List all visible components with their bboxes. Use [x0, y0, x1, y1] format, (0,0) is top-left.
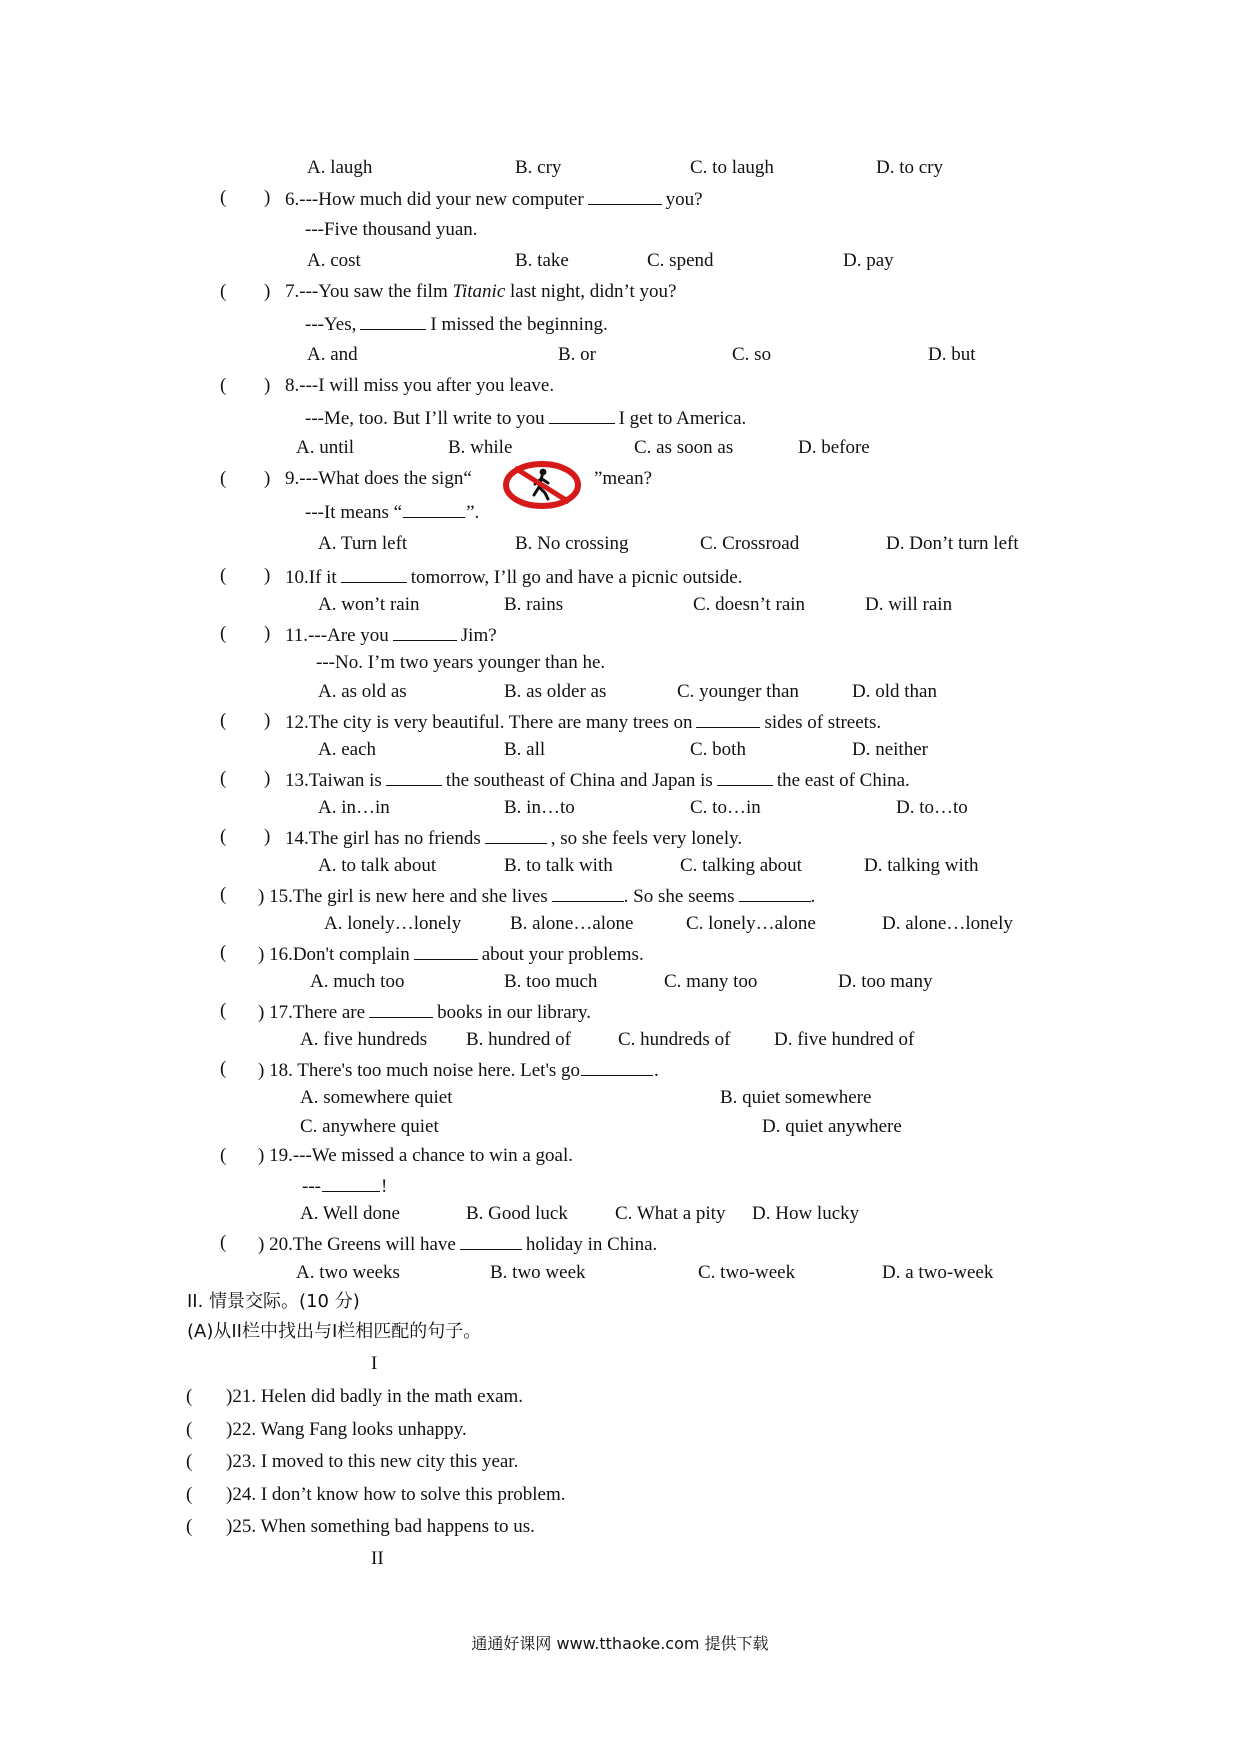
- q15-option-d: D. alone…lonely: [882, 913, 1013, 934]
- q16-option-c: C. many too: [664, 971, 758, 992]
- q15-text-mid: . So she seems: [623, 886, 735, 907]
- q10-option-a: A. won’t rain: [318, 594, 420, 615]
- q13-stem: [285, 767, 910, 793]
- q6-option-b: B. take: [515, 250, 569, 271]
- q11-text: 11.---Are you: [285, 625, 389, 646]
- match-25: )25. When something bad happens to us.: [226, 1516, 535, 1537]
- q8-blank: [549, 405, 615, 424]
- q7-close-paren: ): [264, 281, 271, 302]
- q9-option-c: C. Crossroad: [700, 533, 800, 554]
- q7-option-b: B. or: [558, 344, 596, 365]
- q13-blank-2: [717, 767, 773, 786]
- q19-open-paren: (: [220, 1145, 227, 1166]
- q15-blank-2: [739, 883, 811, 902]
- q20-option-d: D. a two-week: [882, 1262, 994, 1283]
- q19-option-c: C. What a pity: [615, 1203, 726, 1224]
- q13-close-paren: ): [264, 768, 271, 789]
- q8-stem: 8.---I will miss you after you leave.: [285, 375, 555, 396]
- q12-open-paren: (: [220, 710, 227, 731]
- q8-close-paren: ): [264, 375, 271, 396]
- q7-blank: [360, 311, 426, 330]
- q6-reply: ---Five thousand yuan.: [305, 219, 478, 240]
- match-21-open-paren: (: [186, 1386, 193, 1407]
- q17-option-b: B. hundred of: [466, 1029, 572, 1050]
- q20-option-b: B. two week: [490, 1262, 586, 1283]
- q15-option-a: A. lonely…lonely: [324, 913, 462, 934]
- q15-text-after: .: [810, 886, 816, 907]
- q16-open-paren: (: [220, 942, 227, 963]
- q10-open-paren: (: [220, 565, 227, 586]
- q12-text: 12.The city is very beautiful. There are many trees on: [285, 712, 693, 733]
- q16-option-d: D. too many: [838, 971, 933, 992]
- q13-option-b: B. in…to: [504, 797, 575, 818]
- q10-option-b: B. rains: [504, 594, 564, 615]
- q9-stem: 9.---What does the sign“: [285, 468, 472, 489]
- match-23: )23. I moved to this new city this year.: [226, 1451, 519, 1472]
- q13-option-d: D. to…to: [896, 797, 968, 818]
- q18-open-paren: (: [220, 1058, 227, 1079]
- q6-open-paren: (: [220, 187, 227, 208]
- q11-option-a: A. as old as: [318, 681, 407, 702]
- q11-option-d: D. old than: [852, 681, 937, 702]
- q19-stem: ) 19.---We missed a chance to win a goal.: [258, 1145, 574, 1166]
- q11-text-after: Jim?: [460, 625, 497, 646]
- q16-blank: [414, 941, 478, 960]
- q17-option-a: A. five hundreds: [300, 1029, 428, 1050]
- q9-option-a: A. Turn left: [318, 533, 408, 554]
- q14-close-paren: ): [264, 826, 271, 847]
- q9-close-paren: ): [264, 468, 271, 489]
- q13-open-paren: (: [220, 768, 227, 789]
- q13-option-a: A. in…in: [318, 797, 390, 818]
- q14-stem: [285, 825, 742, 851]
- q20-text-after: holiday in China.: [525, 1234, 658, 1255]
- q15-option-b: B. alone…alone: [510, 913, 634, 934]
- q20-blank: [460, 1231, 522, 1250]
- q10-text-after: tomorrow, I’ll go and have a picnic outside.: [410, 567, 743, 588]
- q19-reply-post: !: [380, 1176, 388, 1197]
- q5-option-c: C. to laugh: [690, 157, 774, 178]
- q19-reply-pre: ---: [302, 1176, 321, 1197]
- q13-text-mid: the southeast of China and Japan is: [445, 770, 713, 791]
- match-22-open-paren: (: [186, 1419, 193, 1440]
- q14-option-d: D. talking with: [864, 855, 979, 876]
- q19-blank: [322, 1173, 380, 1192]
- q18-text: ) 18. There's too much noise here. Let's go: [258, 1060, 581, 1081]
- q17-option-d: D. five hundred of: [774, 1029, 915, 1050]
- q19-option-a: A. Well done: [300, 1203, 400, 1224]
- q11-option-c: C. younger than: [677, 681, 799, 702]
- column-2-heading: II: [371, 1548, 384, 1569]
- q12-close-paren: ): [264, 710, 271, 731]
- q7-text: 7.---You saw the film: [285, 281, 448, 302]
- q15-text: ) 15.The girl is new here and she lives: [258, 886, 548, 907]
- q7-option-c: C. so: [732, 344, 772, 365]
- q7-open-paren: (: [220, 281, 227, 302]
- q19-option-d: D. How lucky: [752, 1203, 860, 1224]
- q5-option-a: A. laugh: [307, 157, 373, 178]
- match-24: )24. I don’t know how to solve this problem.: [226, 1484, 566, 1505]
- q12-text-after: sides of streets.: [764, 712, 882, 733]
- q10-close-paren: ): [264, 565, 271, 586]
- q14-text-after: , so she feels very lonely.: [550, 828, 743, 849]
- q7-reply: [305, 311, 608, 337]
- q8-reply: [305, 405, 746, 431]
- q15-option-c: C. lonely…alone: [686, 913, 816, 934]
- match-23-open-paren: (: [186, 1451, 193, 1472]
- q17-stem: [258, 999, 591, 1025]
- q8-option-b: B. while: [448, 437, 513, 458]
- q9-stem-after: ”mean?: [594, 468, 653, 489]
- q20-text: ) 20.The Greens will have: [258, 1234, 456, 1255]
- q20-stem: [258, 1231, 657, 1257]
- q5-option-d: D. to cry: [876, 157, 944, 178]
- q7-option-d: D. but: [928, 344, 976, 365]
- q8-option-d: D. before: [798, 437, 870, 458]
- q13-blank-1: [386, 767, 442, 786]
- q17-open-paren: (: [220, 1000, 227, 1021]
- q9-reply: [305, 499, 479, 525]
- q7-film-title: Titanic: [452, 281, 506, 302]
- q12-option-c: C. both: [690, 739, 746, 760]
- q20-open-paren: (: [220, 1232, 227, 1253]
- q8-open-paren: (: [220, 375, 227, 396]
- q7-reply-pre: ---Yes,: [305, 314, 357, 335]
- q7-option-a: A. and: [307, 344, 358, 365]
- q10-option-c: C. doesn’t rain: [693, 594, 806, 615]
- q18-option-d: D. quiet anywhere: [762, 1116, 902, 1137]
- q9-reply-pre: ---It means “: [305, 502, 403, 523]
- q11-open-paren: (: [220, 623, 227, 644]
- q19-option-b: B. Good luck: [466, 1203, 568, 1224]
- q10-text: 10.If it: [285, 567, 337, 588]
- q6-blank: [588, 186, 662, 205]
- q12-stem: [285, 709, 881, 735]
- q18-blank: [581, 1057, 653, 1076]
- q11-reply: ---No. I’m two years younger than he.: [316, 652, 606, 673]
- q8-reply-post: I get to America.: [618, 408, 747, 429]
- q12-option-b: B. all: [504, 739, 546, 760]
- q8-option-a: A. until: [296, 437, 355, 458]
- q14-option-b: B. to talk with: [504, 855, 613, 876]
- q15-open-paren: (: [220, 884, 227, 905]
- q18-option-a: A. somewhere quiet: [300, 1087, 453, 1108]
- q13-option-c: C. to…in: [690, 797, 761, 818]
- q16-stem: [258, 941, 644, 967]
- q18-text-after: .: [654, 1060, 659, 1081]
- q10-stem: [285, 564, 742, 590]
- q6-option-a: A. cost: [307, 250, 361, 271]
- q14-open-paren: (: [220, 826, 227, 847]
- q13-text-after: the east of China.: [776, 770, 910, 791]
- q9-option-d: D. Don’t turn left: [886, 533, 1019, 554]
- q13-text: 13.Taiwan is: [285, 770, 382, 791]
- q8-option-c: C. as soon as: [634, 437, 734, 458]
- q18-option-c: C. anywhere quiet: [300, 1116, 439, 1137]
- q9-option-b: B. No crossing: [515, 533, 629, 554]
- q16-option-b: B. too much: [504, 971, 598, 992]
- q12-option-d: D. neither: [852, 739, 928, 760]
- q6-option-c: C. spend: [647, 250, 714, 271]
- q12-option-a: A. each: [318, 739, 377, 760]
- q11-option-b: B. as older as: [504, 681, 607, 702]
- q10-option-d: D. will rain: [865, 594, 953, 615]
- page-footer: 通通好课网 www.tthaoke.com 提供下载: [471, 1634, 769, 1653]
- q16-text-after: about your problems.: [481, 944, 644, 965]
- q14-option-a: A. to talk about: [318, 855, 437, 876]
- q7-stem: [285, 280, 676, 304]
- match-24-open-paren: (: [186, 1484, 193, 1505]
- q7-reply-post: I missed the beginning.: [430, 314, 608, 335]
- q6-text-after: you?: [665, 189, 703, 210]
- q14-text: 14.The girl has no friends: [285, 828, 481, 849]
- q6-close-paren: ): [264, 187, 271, 208]
- section-2-instruction: (A)从II栏中找出与I栏相匹配的句子。: [187, 1321, 482, 1342]
- section-2-title: II. 情景交际。(10 分): [187, 1291, 360, 1312]
- q5-option-b: B. cry: [515, 157, 562, 178]
- q17-blank: [369, 999, 433, 1018]
- q9-open-paren: (: [220, 468, 227, 489]
- q20-option-a: A. two weeks: [296, 1262, 400, 1283]
- q8-reply-pre: ---Me, too. But I’ll write to you: [305, 408, 545, 429]
- column-1-heading: I: [371, 1353, 378, 1374]
- q15-stem: [258, 883, 815, 909]
- q11-close-paren: ): [264, 623, 271, 644]
- q16-option-a: A. much too: [310, 971, 405, 992]
- q10-blank: [341, 564, 407, 583]
- no-pedestrian-crossing-sign-icon: [502, 460, 582, 510]
- q6-text: 6.---How much did your new computer: [285, 189, 584, 210]
- q18-stem: [258, 1057, 659, 1083]
- q17-text-after: books in our library.: [437, 1002, 591, 1023]
- q9-blank: [403, 499, 465, 518]
- q14-blank: [485, 825, 547, 844]
- q7-text-after: last night, didn’t you?: [510, 281, 677, 302]
- match-25-open-paren: (: [186, 1516, 193, 1537]
- q6-option-d: D. pay: [843, 250, 894, 271]
- q19-reply: [302, 1173, 387, 1199]
- q11-blank: [393, 622, 457, 641]
- match-21: )21. Helen did badly in the math exam.: [226, 1386, 524, 1407]
- q17-text: ) 17.There are: [258, 1002, 366, 1023]
- q14-option-c: C. talking about: [680, 855, 802, 876]
- q17-option-c: C. hundreds of: [618, 1029, 731, 1050]
- q11-stem: [285, 622, 497, 648]
- q9-reply-post: ”.: [466, 502, 480, 523]
- q12-blank: [696, 709, 760, 728]
- q18-option-b: B. quiet somewhere: [720, 1087, 872, 1108]
- q20-option-c: C. two-week: [698, 1262, 796, 1283]
- match-22: )22. Wang Fang looks unhappy.: [226, 1419, 467, 1440]
- q15-blank-1: [552, 883, 624, 902]
- q6-stem: [285, 186, 703, 212]
- q16-text: ) 16.Don't complain: [258, 944, 410, 965]
